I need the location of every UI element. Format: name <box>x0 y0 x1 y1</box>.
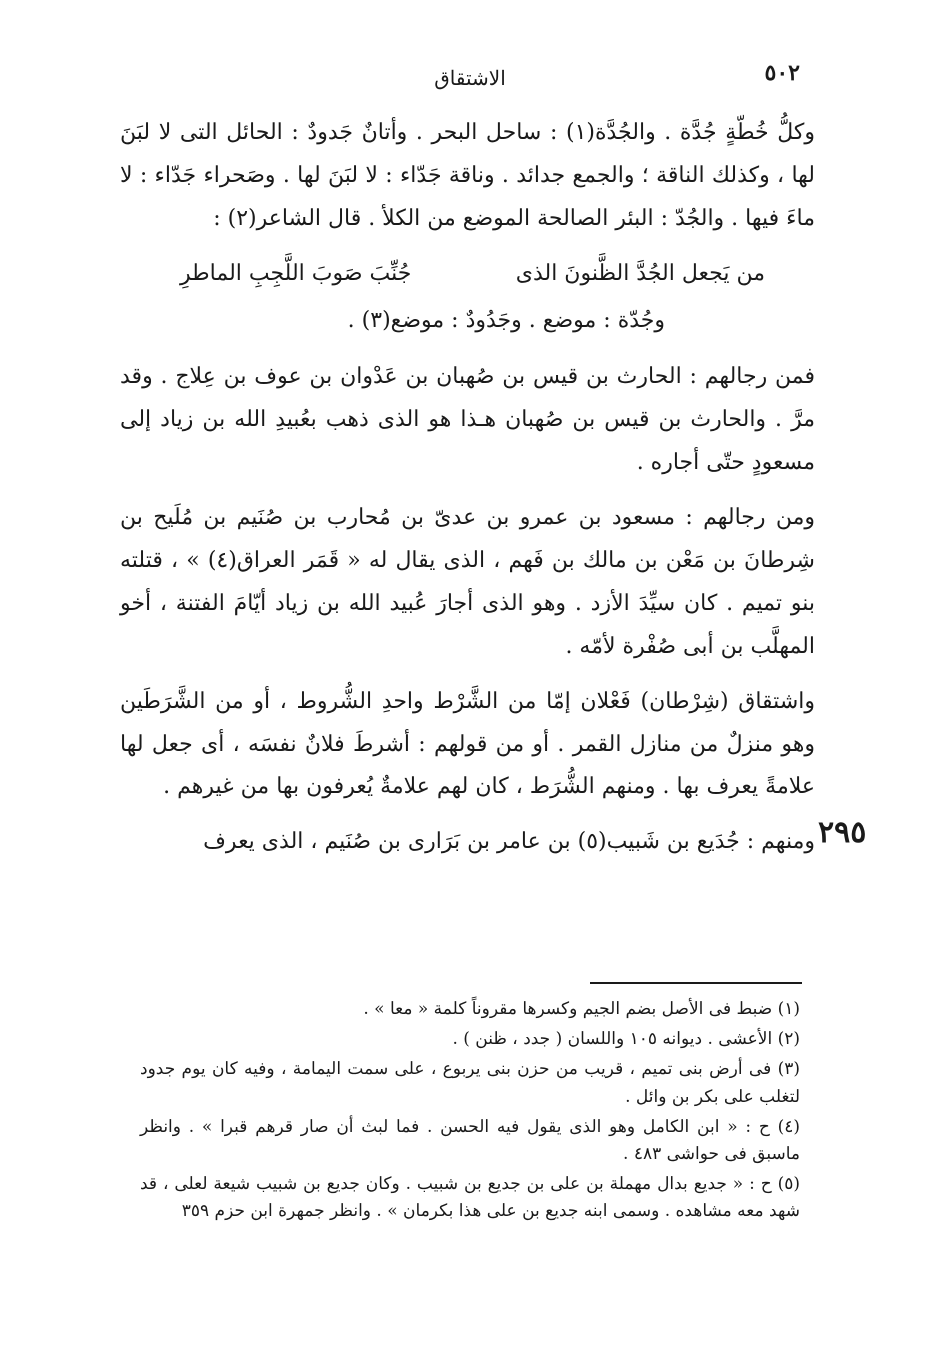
footnote-2: (٢) الأعشى . ديوانه ١٠٥ واللسان ( جدد ، ظنن ) . <box>452 1029 800 1050</box>
footnote-1: (١) ضبط فى الأصل بضم الجيم وكسرها مقروناً كلمة « معا » . <box>363 999 800 1019</box>
verse-first-hemistich: من يَجعل الجُدَّ الظَّنونَ الذى <box>515 260 765 286</box>
footnotes <box>140 996 800 1229</box>
paragraph-harith: فمن رجالهم : الحارث بن قيس بن صُهبان بن عَدْوان بن عوف بن عِلاج . وقد مرَّ . والحارث بن قيس بن صُهبان هـذا هو الذى ذهب بعُبيدِ الله بن زياد إلى مسعودٍ حتّى أجاره . <box>120 364 815 476</box>
paragraph-masud: ومن رجالهم : مسعود بن عمرو بن عدىّ بن مُحارب بن صُنَيم بن مُلَيح بن شِرطانَ بن مَعْن بن مالك بن فَهم ، الذى يقال له « قَمَر العراق(٤) » ، قتلته بنو تميم . كان سيِّدَ الأزد . وهو الذى أجارَ عُبيد الله بن زياد أيّامَ الفتنة ، أخو المهلَّب بن أبى صُفْرة لأمّه . <box>120 505 815 659</box>
paragraph-shirtan: واشتقاق (شِرْطان) فَعْلان إمّا من الشَّرْط واحدِ الشُّروط ، أو من الشَّرَطَين وهو منزلٌ من منازل القمر . أو من قولهم : أشرطَ فلانٌ نفسَه ، أى جعل لها علامةً يعرف بها . ومنهم الشُّرَط ، كان لهم علامةٌ يُعرفون بها من غيرهم . <box>120 688 815 800</box>
paragraph-judai: ومنهم : جُدَيع بن شَبيب(٥) بن عامر بن بَرَارى بن صُنَيم ، الذى يعرف <box>203 829 815 855</box>
running-title: الاشتقاق <box>434 66 506 90</box>
verse-second-hemistich: جُنِّبَ صَوبَ اللَّجِبِ الماطرِ <box>180 260 412 286</box>
footnote-5: (٥) ح : « جديع بدال مهملة بن على بن جديع بن شبيب . وكان جديع بن شبيب شيعة لعلى ، قد شهد معه مشاهده . وسمى ابنه جديع بن على هذا بكرمان » . وانظر جمهرة ابن حزم ٣٥٩ <box>140 1174 800 1222</box>
page-header <box>140 58 800 98</box>
margin-number: ٢٩٥ <box>818 815 867 850</box>
poetry-verse <box>120 253 815 296</box>
footnote-4: (٤) ح : « ابن الكامل وهو الذى يقول فيه الحسن . فما لبث أن صار قرهم قبرا » . وانظر ماسبق فى حواشى ٤٨٣ . <box>140 1116 800 1164</box>
footnote-3: (٣) فى أرض بنى تميم ، قريب من حزن بنى يربوع ، على سمت اليمامة ، وفيه كان يوم جدود لتغلب على بكر بن وائل . <box>140 1059 800 1107</box>
place-names-line: وجُدّة : موضع . وجَدُودٌ : موضع(٣) . <box>347 307 665 333</box>
page-number: ٥٠٢ <box>764 60 800 86</box>
paragraph-jidda: وكلُّ خُطّةٍ جُدَّة . والجُدَّة(١) : ساحل البحر . وأتانٌ جَدودٌ : الحائل التى لا لبَنَ لها ، وكذلك الناقة ؛ والجمع جدائد . وناقة جَدّاء : لا لبَنَ لها . وصَحراء جَدّاء : لا ماءَ فيها . والجُدّ : البئر الصالحة الموضع من الكلأ . قال الشاعر(٢) : <box>120 120 816 231</box>
main-text <box>120 112 815 876</box>
footnote-separator <box>590 982 802 984</box>
